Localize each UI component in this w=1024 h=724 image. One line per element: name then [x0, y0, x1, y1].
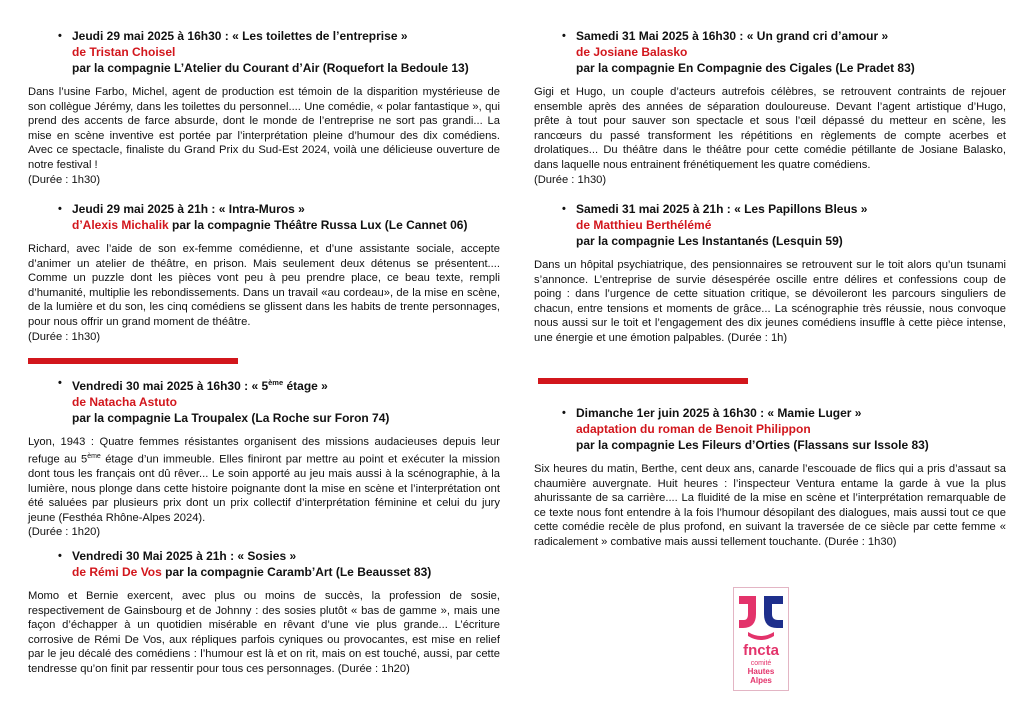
- entry-author: de Natacha Astuto: [72, 395, 177, 409]
- fncta-emblem-icon: [734, 588, 788, 690]
- entry-title: Vendredi 30 mai 2025 à 16h30 : « 5ème étage »: [72, 378, 328, 393]
- bullet-icon: •: [562, 30, 566, 42]
- entry-author: de Rémi De Vos: [72, 565, 162, 579]
- entry-duration: (Durée : 1h20): [28, 526, 101, 539]
- bullet-icon: •: [58, 203, 62, 215]
- section-divider: [28, 358, 238, 364]
- entry-author: de Josiane Balasko: [576, 45, 688, 59]
- program-entry-grand-cri: [534, 28, 1006, 187]
- logo-name: fncta: [743, 642, 779, 659]
- entry-description: Momo et Bernie exercent, avec plus ou moins de succès, la profession de sosie, respectivement de Gainsbourg et de Johnny : des sosies plutôt « bas de gamme », mais une façon d’échapper à un quotidien misérable en rêvant d’une vie plus grande... L’écriture corrosive de Rémi De Vos, aux répliques parfois cyniques ou provocantes, est mise en relief par le jeu décalé des comédiens : l’humour est là et on rit, mais on est touché, aussi, par cette tendresse qu’on finit par ressentir pour tous ces personnages. (Durée : 1h20): [28, 590, 500, 675]
- entry-description: Richard, avec l’aide de son ex-femme comédienne, et d’une assistante sociale, accepte d’animer un atelier de théâtre, en prison. Mais seulement deux détenus se présentent.... Comme un puzzle dont les pièces vont peu à peu prendre place, ce beau texte, rempli d’humanité, multiplie les rebondissements. Dans un travail «au cordeau», de la mise en scène, de la lumière et du son, les cinq comédiens se glissent dans les habits de trente personnages, pour nous offrir un grand moment de théâtre.: [28, 243, 500, 328]
- entry-author: adaptation du roman de Benoit Philippon: [576, 422, 811, 436]
- entry-duration: (Durée : 1h30): [28, 330, 101, 343]
- entry-header: [28, 28, 500, 76]
- entry-title: Vendredi 30 Mai 2025 à 21h : « Sosies »: [72, 549, 297, 563]
- entry-company: par la compagnie Théâtre Russa Lux (Le Cannet 06): [168, 218, 468, 232]
- bullet-icon: •: [562, 203, 566, 215]
- entry-description: Lyon, 1943 : Quatre femmes résistantes organisent des missions audacieuses depuis leur refuge au 5ème étage d’un immeuble. Elles finiront par mettre au point et exécuter la mission dont tous les français ont dû rêver... Le soin apporté au jeu mais aussi à la scénographie, à la lumière, nous plonge dans cette histoire poignante dont la mise en scène et l’interprétation ont été saluées par plusieurs prix dont un prix collectif d’interprétation féminine et celui du jury jeune (Festhéa Rhône-Alpes 2024).: [28, 436, 500, 524]
- entry-description: Six heures du matin, Berthe, cent deux ans, canarde l’escouade de flics qui a pris d’assaut sa chaumière auvergnate. Huit heures : l’inspecteur Ventura entame la garde à vue la plus ahurissante de sa carrière.... La fluidité de la mise en scène et l’interprétation remarquable de ce texte nous font entendre à la fois l’humour désopilant des dialogues, mais aussi tout ce que cette comédie recèle de plus profond, en suivant la traversée de ce siècle par cette femme « radicalement » combative mais aussi tellement touchante. (Durée : 1h30): [534, 463, 1006, 548]
- entry-company: par la compagnie En Compagnie des Cigales (Le Pradet 83): [576, 61, 915, 75]
- entry-title: Samedi 31 mai 2025 à 21h : « Les Papillons Bleus »: [576, 202, 868, 216]
- entry-description: Dans l’usine Farbo, Michel, agent de production est témoin de la disparition mystérieuse de son collègue Jérémy, dans les toilettes du personnel.... Une comédie, « polar fantastique », qui prend des accents de farce absurde, dont le monde de l’entreprise ne sort pas grandi... La mise en scène inventive est portée par l’interprétation pleine d’humour des dix comédiens. Avec ce spectacle, finaliste du Grand Prix du Sud-Est 2024, voilà une délicieuse ouverture de notre festival !: [28, 86, 500, 171]
- logo-line3: Alpes: [750, 676, 772, 685]
- bullet-icon: •: [58, 550, 62, 562]
- entry-company: par la compagnie La Troupalex (La Roche sur Foron 74): [72, 411, 390, 425]
- entry-header: [534, 28, 1006, 76]
- fncta-logo: [733, 587, 789, 691]
- entry-author: de Tristan Choisel: [72, 45, 176, 59]
- program-entry-5eme-etage: [28, 375, 500, 540]
- entry-author: d’Alexis Michalik: [72, 218, 169, 232]
- entry-description: Dans un hôpital psychiatrique, des pensionnaires se retrouvent sur le toit alors qu’un tsunami s’annonce. L’entreprise de survie désespérée oscille entre délires et confessions coup de poing : dans l’urgence de cette situation critique, se dévoileront les parcours singuliers de chacun, entre tensions et moments de grâce... La scénographie très réussie, nous convoque nous aussi sur le toit et l’engagement des dix jeunes comédiens insuffle à cette pièce intense, une énergie et une émotion palpables. (Durée : 1h): [534, 259, 1006, 344]
- entry-header: [28, 375, 500, 426]
- program-entry-sosies: [28, 548, 500, 677]
- program-entry-papillons-bleus: [534, 201, 1006, 346]
- entry-company: par la compagnie Les Fileurs d’Orties (Flassans sur Issole 83): [576, 438, 929, 452]
- section-divider: [538, 378, 748, 384]
- entry-header: [534, 405, 1006, 453]
- entry-header: [28, 201, 500, 233]
- entry-author: de Matthieu Berthélémé: [576, 218, 712, 232]
- bullet-icon: •: [562, 407, 566, 419]
- entry-title: Jeudi 29 mai 2025 à 16h30 : « Les toilettes de l’entreprise »: [72, 29, 408, 43]
- entry-header: [534, 201, 1006, 249]
- entry-company: par la compagnie Les Instantanés (Lesquin 59): [576, 234, 843, 248]
- program-entry-intra-muros: [28, 201, 500, 344]
- entry-header: [28, 548, 500, 580]
- program-entry-mamie-luger: [534, 405, 1006, 550]
- entry-duration: (Durée : 1h30): [28, 173, 101, 186]
- entry-title: Samedi 31 Mai 2025 à 16h30 : « Un grand cri d’amour »: [576, 29, 889, 43]
- bullet-icon: •: [58, 30, 62, 42]
- entry-title: Dimanche 1er juin 2025 à 16h30 : « Mamie Luger »: [576, 406, 862, 420]
- entry-company: par la compagnie L’Atelier du Courant d’Air (Roquefort la Bedoule 13): [72, 61, 469, 75]
- entry-duration: (Durée : 1h30): [534, 173, 607, 186]
- logo-line2: Hautes: [747, 667, 775, 676]
- logo-line1: comité: [750, 660, 772, 667]
- bullet-icon: •: [58, 377, 62, 389]
- entry-description: Gigi et Hugo, un couple d’acteurs autrefois célèbres, se retrouvent contraints de rejouer ensemble après des années de séparation douloureuse. Devant l’agent artistique d’Hugo, prête à tout pour sauver son spectacle et sous l’œil dépassé du metteur en scène, les rancœurs du passé transforment les répétitions en règlements de compte acerbes et drolatiques... Du théâtre dans le théâtre pour cette comédie pétillante de Josiane Balasko, dans laquelle nous entrainent frénétiquement les quatre comédiens.: [534, 86, 1006, 171]
- entry-company: par la compagnie Caramb’Art (Le Beausset 83): [161, 565, 432, 579]
- program-entry-toilettes: [28, 28, 500, 187]
- entry-title: Jeudi 29 mai 2025 à 21h : « Intra-Muros »: [72, 202, 305, 216]
